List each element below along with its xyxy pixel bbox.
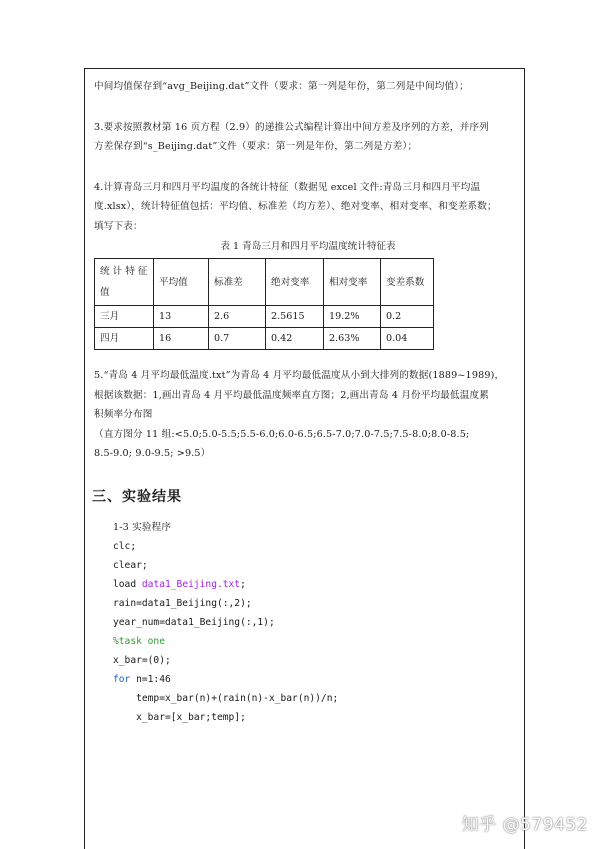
code-line: x_bar=(0); [113,655,171,666]
header-cell-cv: 变差系数 [381,259,434,306]
code-text: n=1:46 [130,674,171,685]
row-label: 三月 [95,306,154,328]
header-cell-abs: 绝对变率 [266,259,324,306]
header-feature-line2: 值 [100,287,110,298]
code-line: clc; [113,541,137,552]
header-feature-line1: 统 计 特 征 [100,266,148,277]
paragraph-task4-line1: 4.计算青岛三月和四月平均温度的各统计特征（数据见 excel 文件:青岛三月和四月平均温 [94,181,481,193]
paragraph-task4-line3: 填写下表： [94,220,143,232]
subsection-program-title: 1-3 实验程序 [113,521,172,533]
cell-std: 0.7 [209,328,266,350]
cell-std: 2.6 [209,306,266,328]
row-label: 四月 [95,328,154,350]
cell-mean: 13 [154,306,209,328]
paragraph-task5-line4: （直方图分 11 组:<5.0;5.0-5.5;5.5-6.0;6.0-6.5;6.5-7.0;7.0-7.5;7.5-8.0;8.0-8.5; [94,428,470,440]
paragraph-task5-line1: 5.“青岛 4 月平均最低温度.txt”为青岛 4 月平均最低温度从小到大排列的数据(1889~1989)， [94,370,505,381]
code-line: rain=data1_Beijing(:,2); [113,598,252,609]
paragraph-task3-line1: 3.要求按照教材第 16 页方程（2.9）的递推公式编程计算出中间方差及序列的方差，并序列 [94,121,489,133]
code-line: x_bar=[x_bar;temp]; [113,712,246,723]
code-line [113,632,522,651]
header-cell-rel: 相对变率 [324,259,381,306]
code-line: clear; [113,560,148,571]
table-row [95,306,434,328]
zhihu-watermark: 知乎 @579452 [461,815,588,835]
statistics-table [94,258,434,350]
cell-abs: 2.5615 [266,306,324,328]
header-cell-feature [95,259,154,306]
code-line: temp=x_bar(n)+(rain(n)-x_bar(n))/n; [113,693,339,704]
section-title-results: 三、实验结果 [92,488,182,505]
header-cell-std: 标准差 [209,259,266,306]
table-caption: 表 1 青岛三月和四月平均温度统计特征表 [220,241,396,252]
document-content [94,68,522,727]
code-line [113,575,522,594]
code-comment: %task one [113,636,165,647]
code-line: year_num=data1_Beijing(:,1); [113,617,275,628]
table-row [95,328,434,350]
cell-rel: 2.63% [324,328,381,350]
paragraph-task4-line2: 度.xlsx），统计特征值包括：平均值、标准差（均方差）、绝对变率、相对变率、和变差系数； [94,201,497,212]
code-string: data1_Beijing.txt [141,579,241,590]
paragraph-task5-line3: 积频率分布图 [94,409,153,420]
code-line [113,670,522,689]
code-block [94,537,522,727]
code-text: ; [240,579,246,590]
paragraph-task5-line5: 8.5-9.0; 9.0-9.5; >9.5） [94,448,211,459]
cell-cv: 0.04 [381,328,434,350]
cell-rel: 19.2% [324,306,381,328]
paragraph-task5-line2: 根据该数据：1,画出青岛 4 月平均最低温度频率直方图；2,画出青岛 4 月份平均最低温度累 [94,389,489,401]
cell-mean: 16 [154,328,209,350]
table-header-row [95,259,434,306]
header-cell-mean: 平均值 [154,259,209,306]
paragraph-task3-line2: 方差保存到“s_Beijing.dat”文件（要求：第一列是年份，第二列是方差）； [94,141,418,152]
cell-abs: 0.42 [266,328,324,350]
code-keyword: for [113,674,131,685]
cell-cv: 0.2 [381,306,434,328]
paragraph-avg-output: 中间均值保存到“avg_Beijing.dat”文件（要求：第一列是年份，第二列是中间均值）； [94,81,469,92]
code-keyword: load [113,579,142,590]
